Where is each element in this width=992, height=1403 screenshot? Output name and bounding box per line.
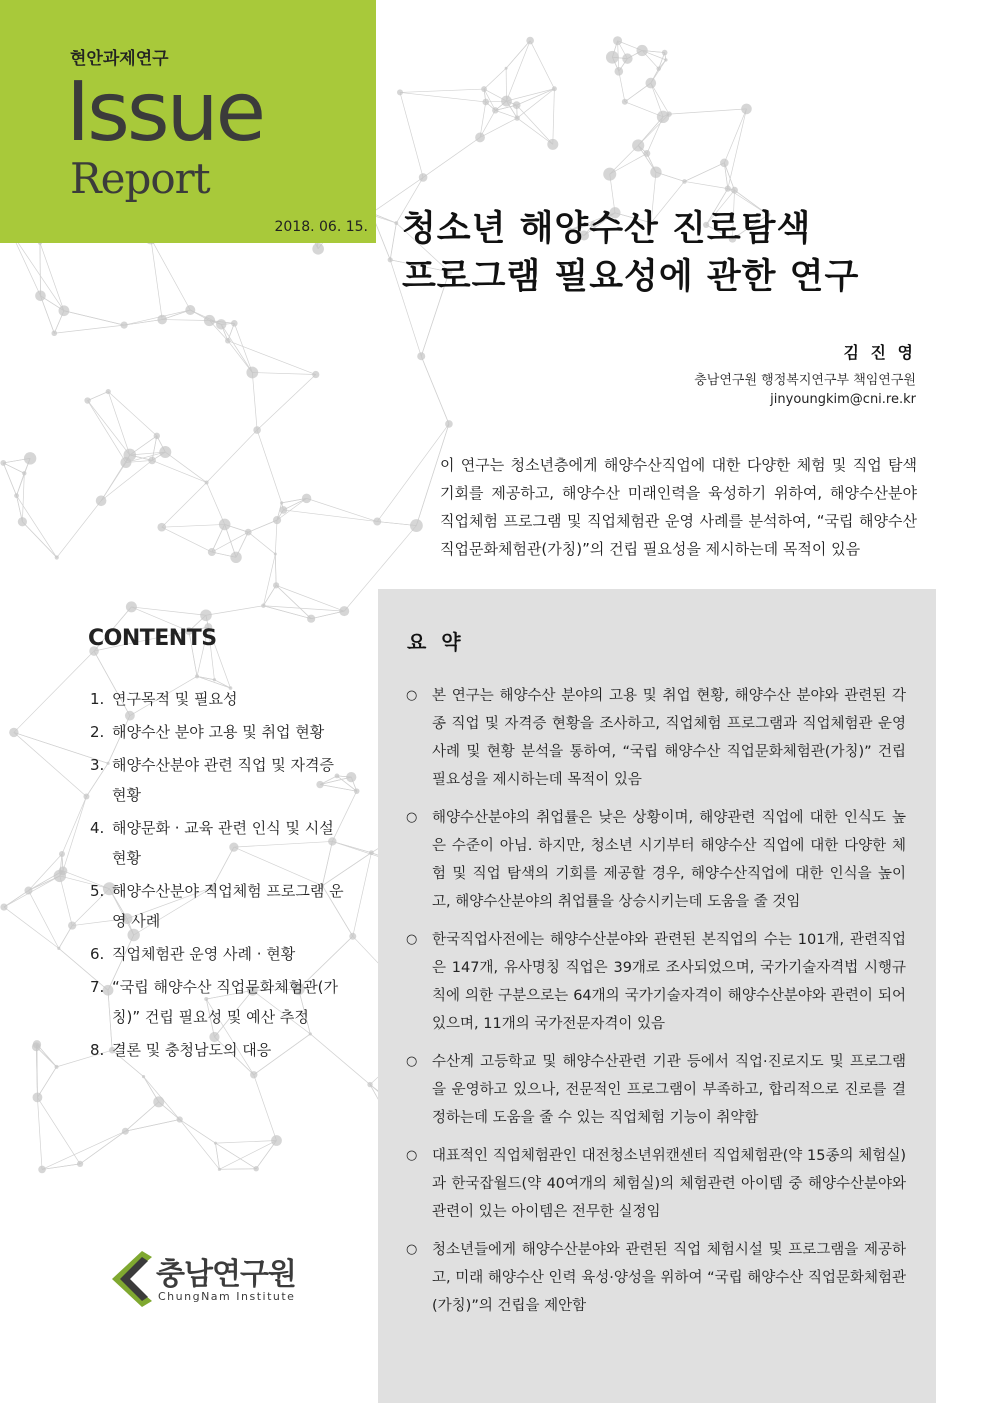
network-node	[354, 788, 360, 794]
network-line	[517, 118, 553, 144]
series-label: 현안과제연구	[70, 49, 169, 69]
network-node	[216, 319, 226, 329]
network-node	[154, 433, 160, 439]
network-line	[506, 41, 530, 101]
network-node	[32, 1042, 41, 1051]
network-node	[55, 1065, 59, 1069]
network-line	[162, 527, 212, 552]
network-node	[514, 115, 519, 120]
network-node	[646, 78, 657, 89]
network-line	[42, 1131, 125, 1169]
network-node	[419, 173, 428, 182]
network-node	[369, 850, 374, 855]
contents-item	[90, 717, 352, 747]
network-node	[547, 139, 558, 150]
author-email[interactable]: jinyoungkim@cni.re.kr	[770, 392, 916, 407]
network-node	[664, 58, 667, 61]
network-line	[311, 611, 344, 619]
network-line	[275, 554, 276, 585]
network-line	[88, 401, 130, 455]
network-node	[606, 51, 619, 64]
network-line	[40, 243, 64, 311]
network-line	[162, 524, 225, 527]
summary-item	[406, 804, 906, 916]
network-line	[684, 163, 724, 182]
report-wordmark: Report	[70, 154, 210, 203]
network-node	[122, 1128, 129, 1135]
contents-item	[90, 939, 352, 969]
network-node	[481, 86, 487, 92]
network-line	[17, 473, 25, 495]
network-line	[651, 83, 669, 114]
network-line	[506, 41, 530, 69]
network-line	[88, 401, 126, 463]
network-node	[24, 452, 36, 464]
network-node	[96, 495, 107, 506]
network-line	[37, 1067, 56, 1098]
network-node	[83, 793, 89, 799]
network-node	[218, 1168, 221, 1171]
network-line	[124, 320, 162, 326]
network-node	[271, 1135, 282, 1146]
network-line	[54, 325, 124, 333]
network-line	[40, 243, 41, 296]
contents-item	[90, 972, 352, 1032]
network-line	[530, 41, 554, 89]
network-line	[553, 89, 555, 145]
contents-item-label: 연구목적 및 필요성	[112, 690, 238, 708]
network-node	[0, 903, 7, 910]
summary-heading: 요 약	[407, 630, 465, 654]
network-node	[157, 315, 167, 325]
author-affiliation: 충남연구원 행정복지연구부 책임연구원	[694, 373, 916, 388]
network-node	[253, 1166, 258, 1171]
network-node	[177, 1116, 183, 1122]
network-line	[219, 1169, 256, 1170]
circle-bullet-icon: ○	[406, 688, 418, 703]
network-line	[125, 1102, 158, 1131]
network-line	[37, 1097, 80, 1163]
network-line	[307, 498, 378, 521]
contents-item-number: 3.	[90, 756, 105, 774]
network-line	[353, 853, 372, 937]
summary-panel	[378, 589, 936, 1403]
report-title	[402, 205, 859, 301]
network-node	[637, 45, 648, 56]
network-node	[725, 186, 731, 192]
network-node	[274, 553, 277, 556]
network-node	[77, 1161, 83, 1167]
network-node	[185, 305, 195, 315]
network-node	[622, 99, 628, 105]
network-line	[14, 651, 94, 732]
summary-item	[406, 682, 906, 794]
contents-heading: CONTENTS	[88, 626, 217, 651]
network-node	[513, 101, 521, 109]
network-node	[731, 187, 738, 194]
network-node	[126, 601, 137, 612]
network-line	[28, 891, 58, 949]
network-node	[526, 37, 534, 45]
summary-item	[406, 1142, 906, 1226]
network-line	[62, 796, 86, 854]
network-node	[250, 1071, 257, 1078]
report-date: 2018. 06. 15.	[274, 219, 368, 235]
network-line	[3, 463, 16, 496]
network-line	[22, 522, 56, 558]
contents-item-number: 4.	[90, 819, 105, 837]
network-node	[9, 728, 18, 737]
network-node	[68, 921, 76, 929]
network-line	[60, 876, 72, 926]
network-node	[18, 517, 27, 526]
report-title-line-2: 프로그램 필요성에 관한 연구	[402, 257, 860, 297]
network-line	[252, 372, 257, 430]
circle-bullet-icon: ○	[406, 1242, 418, 1257]
network-line	[215, 1143, 256, 1169]
network-node	[22, 471, 26, 475]
network-line	[162, 320, 209, 321]
network-line	[180, 1120, 220, 1170]
network-node	[0, 460, 6, 466]
report-title-line-1: 청소년 해양수산 진로탐색	[402, 209, 812, 249]
network-node	[106, 389, 111, 394]
network-node	[59, 866, 68, 875]
network-node	[632, 139, 644, 151]
network-line	[400, 89, 484, 92]
network-node	[666, 111, 671, 116]
summary-item	[406, 926, 906, 1038]
contents-item-number: 5.	[90, 882, 105, 900]
issue-wordmark: Issue	[66, 65, 264, 160]
network-node	[741, 104, 752, 115]
chungnam-logo-mark-icon	[112, 1251, 152, 1307]
network-node	[213, 678, 216, 681]
network-line	[14, 732, 87, 796]
network-line	[162, 482, 207, 527]
contents-item-label: 해양수산분야 관련 직업 및 자격증 현황	[112, 756, 334, 804]
network-line	[63, 796, 86, 870]
network-node	[200, 609, 212, 621]
summary-item-text: 대표적인 직업체험관인 대전청소년위캔센터 직업체험관(약 15종의 체험실)과 한국잡월드(약 40여개의 체험실)의 체험관련 아이템 중 해양수산분야와 관련이 있는 아이템은 전무한 실정임	[432, 1148, 906, 1220]
network-line	[248, 520, 277, 532]
summary-item	[406, 1048, 906, 1132]
network-node	[121, 322, 128, 329]
summary-item-text: 수산계 고등학교 및 해양수산관련 기관 등에서 직업·진로지도 및 프로그램을 운영하고 있으나, 전문적인 프로그램이 부족하고, 합리적으로 진로를 결정하는데 도움을 줄 수 있는 직업체험 기능이 취약함	[432, 1054, 906, 1126]
network-node	[231, 320, 238, 327]
network-node	[38, 1166, 46, 1174]
contents-item-label: 직업체험관 운영 사례 · 현황	[112, 945, 296, 963]
network-line	[484, 68, 506, 89]
network-node	[157, 523, 166, 532]
network-node	[59, 851, 65, 857]
network-node	[225, 338, 231, 344]
network-node	[397, 89, 403, 95]
network-line	[263, 585, 276, 605]
network-line	[22, 473, 24, 521]
contents-item-label: 해양수산분야 직업체험 프로그램 운영 사례	[112, 882, 344, 930]
circle-bullet-icon: ○	[406, 810, 418, 825]
network-line	[207, 482, 225, 524]
network-node	[302, 494, 311, 503]
network-line	[64, 311, 124, 325]
network-node	[261, 604, 265, 608]
network-line	[517, 105, 553, 144]
network-node	[245, 529, 252, 536]
network-line	[151, 238, 190, 310]
network-node	[417, 352, 425, 360]
network-node	[14, 493, 19, 498]
network-line	[3, 463, 24, 473]
network-node	[253, 426, 261, 434]
network-node	[273, 582, 279, 588]
network-node	[552, 86, 557, 91]
network-node	[142, 1075, 145, 1078]
network-node	[246, 367, 258, 379]
network-node	[33, 1092, 43, 1102]
network-line	[234, 323, 252, 372]
network-line	[206, 606, 263, 616]
network-node	[123, 449, 136, 462]
contents-item-label: “국립 해양수산 직업문화체험관(가칭)” 건립 필요성 및 예산 추정	[112, 978, 339, 1026]
network-node	[230, 552, 241, 563]
network-line	[254, 1075, 277, 1141]
network-line	[684, 181, 727, 188]
network-line	[669, 109, 746, 114]
network-line	[215, 1141, 276, 1144]
author-block	[694, 340, 916, 409]
network-line	[517, 89, 554, 118]
network-line	[283, 510, 377, 522]
network-line	[400, 92, 486, 102]
network-node	[153, 1096, 164, 1107]
summary-item-text: 한국직업사전에는 해양수산분야와 관련된 본직업의 수는 101개, 관련직업은 147개, 유사명칭 직업은 39개로 조사되었으며, 국가기술자격법 시행규칙에 의한 구분으로는 64개의 국가기술자격이 해양수산분야와 관련이 되어 있으며, 11개의 국가전문자격이 있음	[432, 932, 906, 1032]
contents-item-number: 7.	[90, 978, 105, 996]
network-node	[204, 315, 215, 326]
network-node	[280, 501, 283, 504]
network-line	[219, 1141, 276, 1170]
network-line	[423, 137, 480, 177]
network-node	[312, 243, 324, 255]
network-node	[307, 615, 315, 623]
chungnam-institute-logo	[112, 1249, 312, 1309]
network-node	[615, 67, 624, 76]
network-node	[57, 947, 60, 950]
network-node	[475, 133, 485, 143]
contents-item-label: 결론 및 충청남도의 대응	[112, 1041, 272, 1059]
network-node	[720, 159, 729, 168]
logo-korean-name: 충남연구원	[156, 1257, 296, 1292]
contents-item-label: 해양수산 분야 고용 및 취업 현황	[112, 723, 325, 741]
network-node	[159, 446, 171, 458]
network-line	[400, 92, 423, 177]
summary-item	[406, 1236, 906, 1320]
network-line	[4, 907, 59, 948]
network-node	[59, 305, 70, 316]
network-node	[682, 179, 687, 184]
summary-item-text: 해양수산분야의 취업률은 낮은 상황이며, 해양관련 직업에 대한 인식도 높은 수준이 아님. 하지만, 청소년 시기부터 해양수산 직업에 대한 다양한 체험 및 직업 탐색의 기회를 제공할 경우, 해양수산직업에 대한 인식을 높이고, 해양수산분야의 취업률을 상승시키는데 도움을 줄 것임	[432, 810, 906, 910]
summary-list	[406, 682, 906, 1330]
circle-bullet-icon: ○	[406, 1148, 418, 1163]
contents-item	[90, 876, 352, 936]
network-line	[40, 296, 54, 333]
network-line	[37, 1097, 42, 1169]
network-line	[131, 607, 206, 615]
network-line	[151, 238, 162, 319]
network-node	[339, 606, 349, 616]
network-line	[728, 109, 747, 189]
contents-item-number: 2.	[90, 723, 105, 741]
network-node	[367, 1082, 372, 1087]
network-node	[219, 519, 231, 531]
network-node	[280, 506, 288, 514]
contents-item-number: 1.	[90, 690, 105, 708]
network-node	[644, 150, 651, 157]
contents-item	[90, 684, 352, 714]
network-node	[492, 107, 498, 113]
network-node	[445, 420, 453, 428]
summary-item-text: 본 연구는 해양수산 분야의 고용 및 취업 현황, 해양수산 분야와 관련된 각종 직업 및 자격증 현황을 조사하고, 직업체험 프로그램과 직업체험관 운영 사례 및 현황 분석을 통하여, “국립 해양수산 직업문화체험관(가칭)” 건립 필요성을 제시하는데 목적이 있음	[432, 688, 906, 788]
network-line	[212, 532, 248, 552]
network-line	[124, 310, 190, 325]
network-node	[505, 67, 508, 70]
network-line	[252, 372, 315, 374]
network-node	[195, 674, 199, 678]
network-line	[125, 1120, 179, 1132]
contents-item	[90, 1035, 352, 1065]
network-line	[88, 392, 109, 401]
abstract-text: 이 연구는 청소년층에게 해양수산직업에 대한 다양한 체험 및 직업 탐색기회를 제공하고, 해양수산 미래인력을 육성하기 위하여, 해양수산분야 직업체험 프로그램 및 직업체험관 운영 사례를 분석하여, “국립 해양수산 직업문화체험관(가칭)”의 건립 필요성을 제시하는데 목적이 있음	[440, 456, 917, 558]
contents-item-label: 해양문화 · 교육 관련 인식 및 시설 현황	[112, 819, 334, 867]
network-line	[207, 430, 258, 482]
network-line	[275, 520, 277, 554]
network-line	[4, 891, 29, 907]
network-line	[390, 223, 396, 260]
network-line	[619, 71, 625, 101]
network-line	[80, 1131, 125, 1164]
network-node	[650, 166, 661, 177]
summary-item-text: 청소년들에게 해양수산분야와 관련된 직업 체험시설 및 프로그램을 제공하고, 미래 해양수산 인력 육성·양성을 위하여 “국립 해양수산 직업문화체험관(가칭)”의 건립을 제안함	[432, 1242, 906, 1314]
network-node	[214, 1142, 217, 1145]
network-node	[662, 50, 668, 56]
network-node	[373, 518, 381, 526]
network-line	[495, 110, 517, 118]
network-line	[17, 496, 57, 558]
network-node	[622, 53, 632, 63]
network-node	[273, 516, 281, 524]
issue-report-banner	[0, 0, 376, 243]
network-node	[410, 519, 423, 532]
network-node	[205, 480, 209, 484]
network-line	[421, 356, 449, 424]
contents-item	[90, 750, 352, 810]
network-node	[55, 555, 59, 559]
contents-item-number: 8.	[90, 1041, 105, 1059]
network-node	[656, 66, 660, 70]
network-node	[148, 457, 156, 465]
network-node	[613, 36, 622, 45]
network-line	[57, 501, 101, 558]
network-line	[257, 375, 316, 431]
network-node	[312, 371, 319, 378]
logo-english-name: ChungNam Institute	[158, 1290, 296, 1303]
contents-item-number: 6.	[90, 945, 105, 963]
network-node	[24, 887, 32, 895]
network-node	[394, 221, 398, 225]
author-name: 김 진 영	[843, 343, 916, 362]
circle-bullet-icon: ○	[406, 932, 418, 947]
network-node	[208, 548, 216, 556]
contents-item	[90, 813, 352, 873]
network-node	[603, 168, 616, 181]
network-node	[84, 397, 90, 403]
network-line	[257, 430, 282, 503]
network-line	[165, 452, 206, 482]
network-node	[482, 99, 489, 106]
network-line	[263, 554, 275, 606]
network-line	[180, 1120, 216, 1144]
network-node	[35, 290, 46, 301]
contents-list	[90, 684, 352, 1068]
network-line	[248, 532, 275, 554]
circle-bullet-icon: ○	[406, 1054, 418, 1069]
network-node	[388, 257, 393, 262]
network-line	[377, 424, 449, 522]
network-line	[152, 460, 206, 482]
network-node	[501, 96, 512, 107]
network-node	[51, 330, 57, 336]
